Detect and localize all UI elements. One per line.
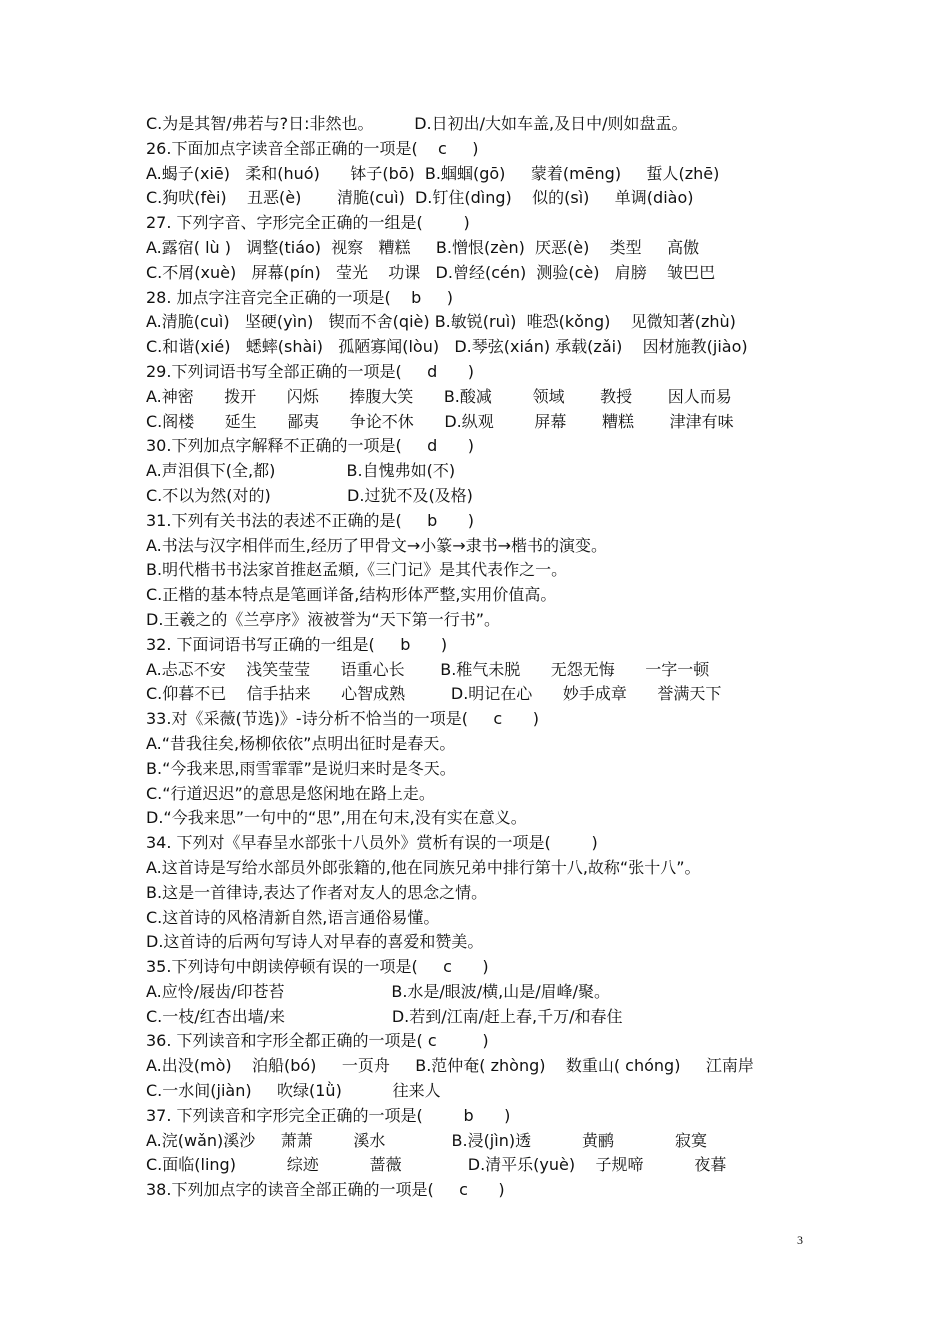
text-line: D.这首诗的后两句写诗人对早春的喜爱和赞美。 — [146, 932, 484, 952]
text-line: C.面临(ling) 综迹 蔷薇 D.清平乐(yuè) 子规啼 夜暮 — [146, 1155, 727, 1175]
text-line: A.书法与汉字相伴而生,经历了甲骨文→小篆→隶书→楷书的演变。 — [146, 535, 608, 555]
text-line: C.一水间(jiàn) 吹绿(1ǜ) 往来人 — [146, 1081, 441, 1101]
text-line: C.一枝/红杏出墙/来 D.若到/江南/赶上春,千万/和春住 — [146, 1006, 623, 1026]
question-line: 30.下列加点字解释不正确的一项是( d ) — [146, 436, 475, 456]
page-number: 3 — [797, 1233, 803, 1247]
text-line: A.这首诗是写给水部员外郎张籍的,他在同族兄弟中排行第十八,故称“张十八”。 — [146, 857, 701, 877]
question-line: 26.下面加点字读音全部正确的一项是( c ) — [146, 138, 479, 158]
question-line: 27. 下列字音、字形完全正确的一组是( ) — [146, 213, 470, 233]
question-line: 31.下列有关书法的表述不正确的是( b ) — [146, 510, 475, 530]
text-line: A.声泪俱下(全,都) B.自愧弗如(不) — [146, 461, 456, 481]
question-line: 37. 下列读音和字形完全正确的一项是( b ) — [146, 1105, 511, 1125]
text-line: C.阁楼 延生 鄙夷 争论不休 D.纵观 屏幕 糟糕 津津有味 — [146, 411, 734, 431]
question-line: 29.下列词语书写全部正确的一项是( d ) — [146, 361, 475, 381]
text-line: B.明代楷书书法家首推赵孟頫,《三门记》是其代表作之一。 — [146, 560, 568, 580]
text-line: C.不以为然(对的) D.过犹不及(及格) — [146, 485, 473, 505]
question-line: 33.对《采薇(节选)》-诗分析不恰当的一项是( c ) — [146, 709, 539, 729]
text-line: D.王羲之的《兰亭序》液被誉为“天下第一行书”。 — [146, 609, 500, 629]
text-line: A.“昔我往矣,杨柳依依”点明出征时是春天。 — [146, 733, 456, 753]
text-line: A.清脆(cuì) 坚硬(yìn) 锲而不舍(qiè) B.敏锐(ruì) 唯恐(kǒng) 见微知著(zhù) — [146, 312, 736, 332]
text-line: A.露宿( lù ) 调整(tiáo) 视察 糟糕 B.憎恨(zèn) 厌恶(è) 类型 高傲 — [146, 237, 700, 257]
question-line: 35.下列诗句中朗读停顿有误的一项是( c ) — [146, 957, 489, 977]
text-line: A.忐忑不安 浅笑莹莹 语重心长 B.稚气未脱 无怨无悔 一字一顿 — [146, 659, 710, 679]
text-line: C.为是其智/弗若与?日:非然也。 D.日初出/大如车盖,及日中/则如盘盂。 — [146, 114, 688, 133]
text-line: A.神密 拨开 闪烁 捧腹大笑 B.酸减 领域 教授 因人而易 — [146, 386, 732, 406]
question-line: 32. 下面词语书写正确的一组是( b ) — [146, 634, 448, 654]
text-line: C.“行道迟迟”的意思是悠闲地在路上走。 — [146, 783, 435, 803]
text-line: B.这是一首律诗,表达了作者对友人的思念之情。 — [146, 882, 488, 902]
text-line: C.不屑(xuè) 屏幕(pín) 莹光 功课 D.曾经(cén) 测验(cè) 肩膀 皱巴巴 — [146, 262, 716, 282]
text-line: A.浣(wǎn)溪沙 萧萧 溪水 B.浸(jìn)透 黄鹂 寂寞 — [146, 1130, 707, 1150]
text-body — [146, 112, 926, 1203]
text-line: C.仰暮不已 信手拈来 心智成熟 D.明记在心 妙手成章 誉满天下 — [146, 684, 722, 704]
question-line: 28. 加点字注音完全正确的一项是( b ) — [146, 287, 453, 307]
text-line: A.出没(mò) 泊船(bó) 一页舟 B.范仲奄( zhòng) 数重山( chóng) 江南岸 — [146, 1056, 754, 1076]
text-line: C.和谐(xié) 蟋蟀(shài) 孤陋寡闻(lòu) D.琴弦(xián) 承载(zǎi) 因材施教(jiào) — [146, 337, 748, 357]
text-line: A.蝎子(xiē) 柔和(huó) 钵子(bō) B.蝈蝈(gō) 蒙着(mēng) 蜇人(zhē) — [146, 163, 720, 183]
question-line: 38.下列加点字的读音全部正确的一项是( c ) — [146, 1180, 505, 1200]
text-line: C.这首诗的风格清新自然,语言通俗易懂。 — [146, 907, 440, 927]
question-line: 36. 下列读音和字形全都正确的一项是( c ) — [146, 1031, 489, 1051]
text-line: C.狗吠(fèi) 丑恶(è) 清脆(cuì) D.钉住(dìng) 似的(sì) 单调(diào) — [146, 188, 694, 208]
text-line: B.“今我来思,雨雪霏霏”是说归来时是冬天。 — [146, 758, 456, 778]
text-line: C.正楷的基本特点是笔画详备,结构形体严整,实用价值高。 — [146, 585, 557, 605]
text-line: D.“今我来思”一句中的“思”,用在句末,没有实在意义。 — [146, 808, 527, 828]
question-line: 34. 下列对《早春呈水部张十八员外》赏析有误的一项是( ) — [146, 833, 598, 853]
text-line: A.应怜/屐齿/印苍苔 B.水是/眼波/横,山是/眉峰/聚。 — [146, 981, 611, 1001]
